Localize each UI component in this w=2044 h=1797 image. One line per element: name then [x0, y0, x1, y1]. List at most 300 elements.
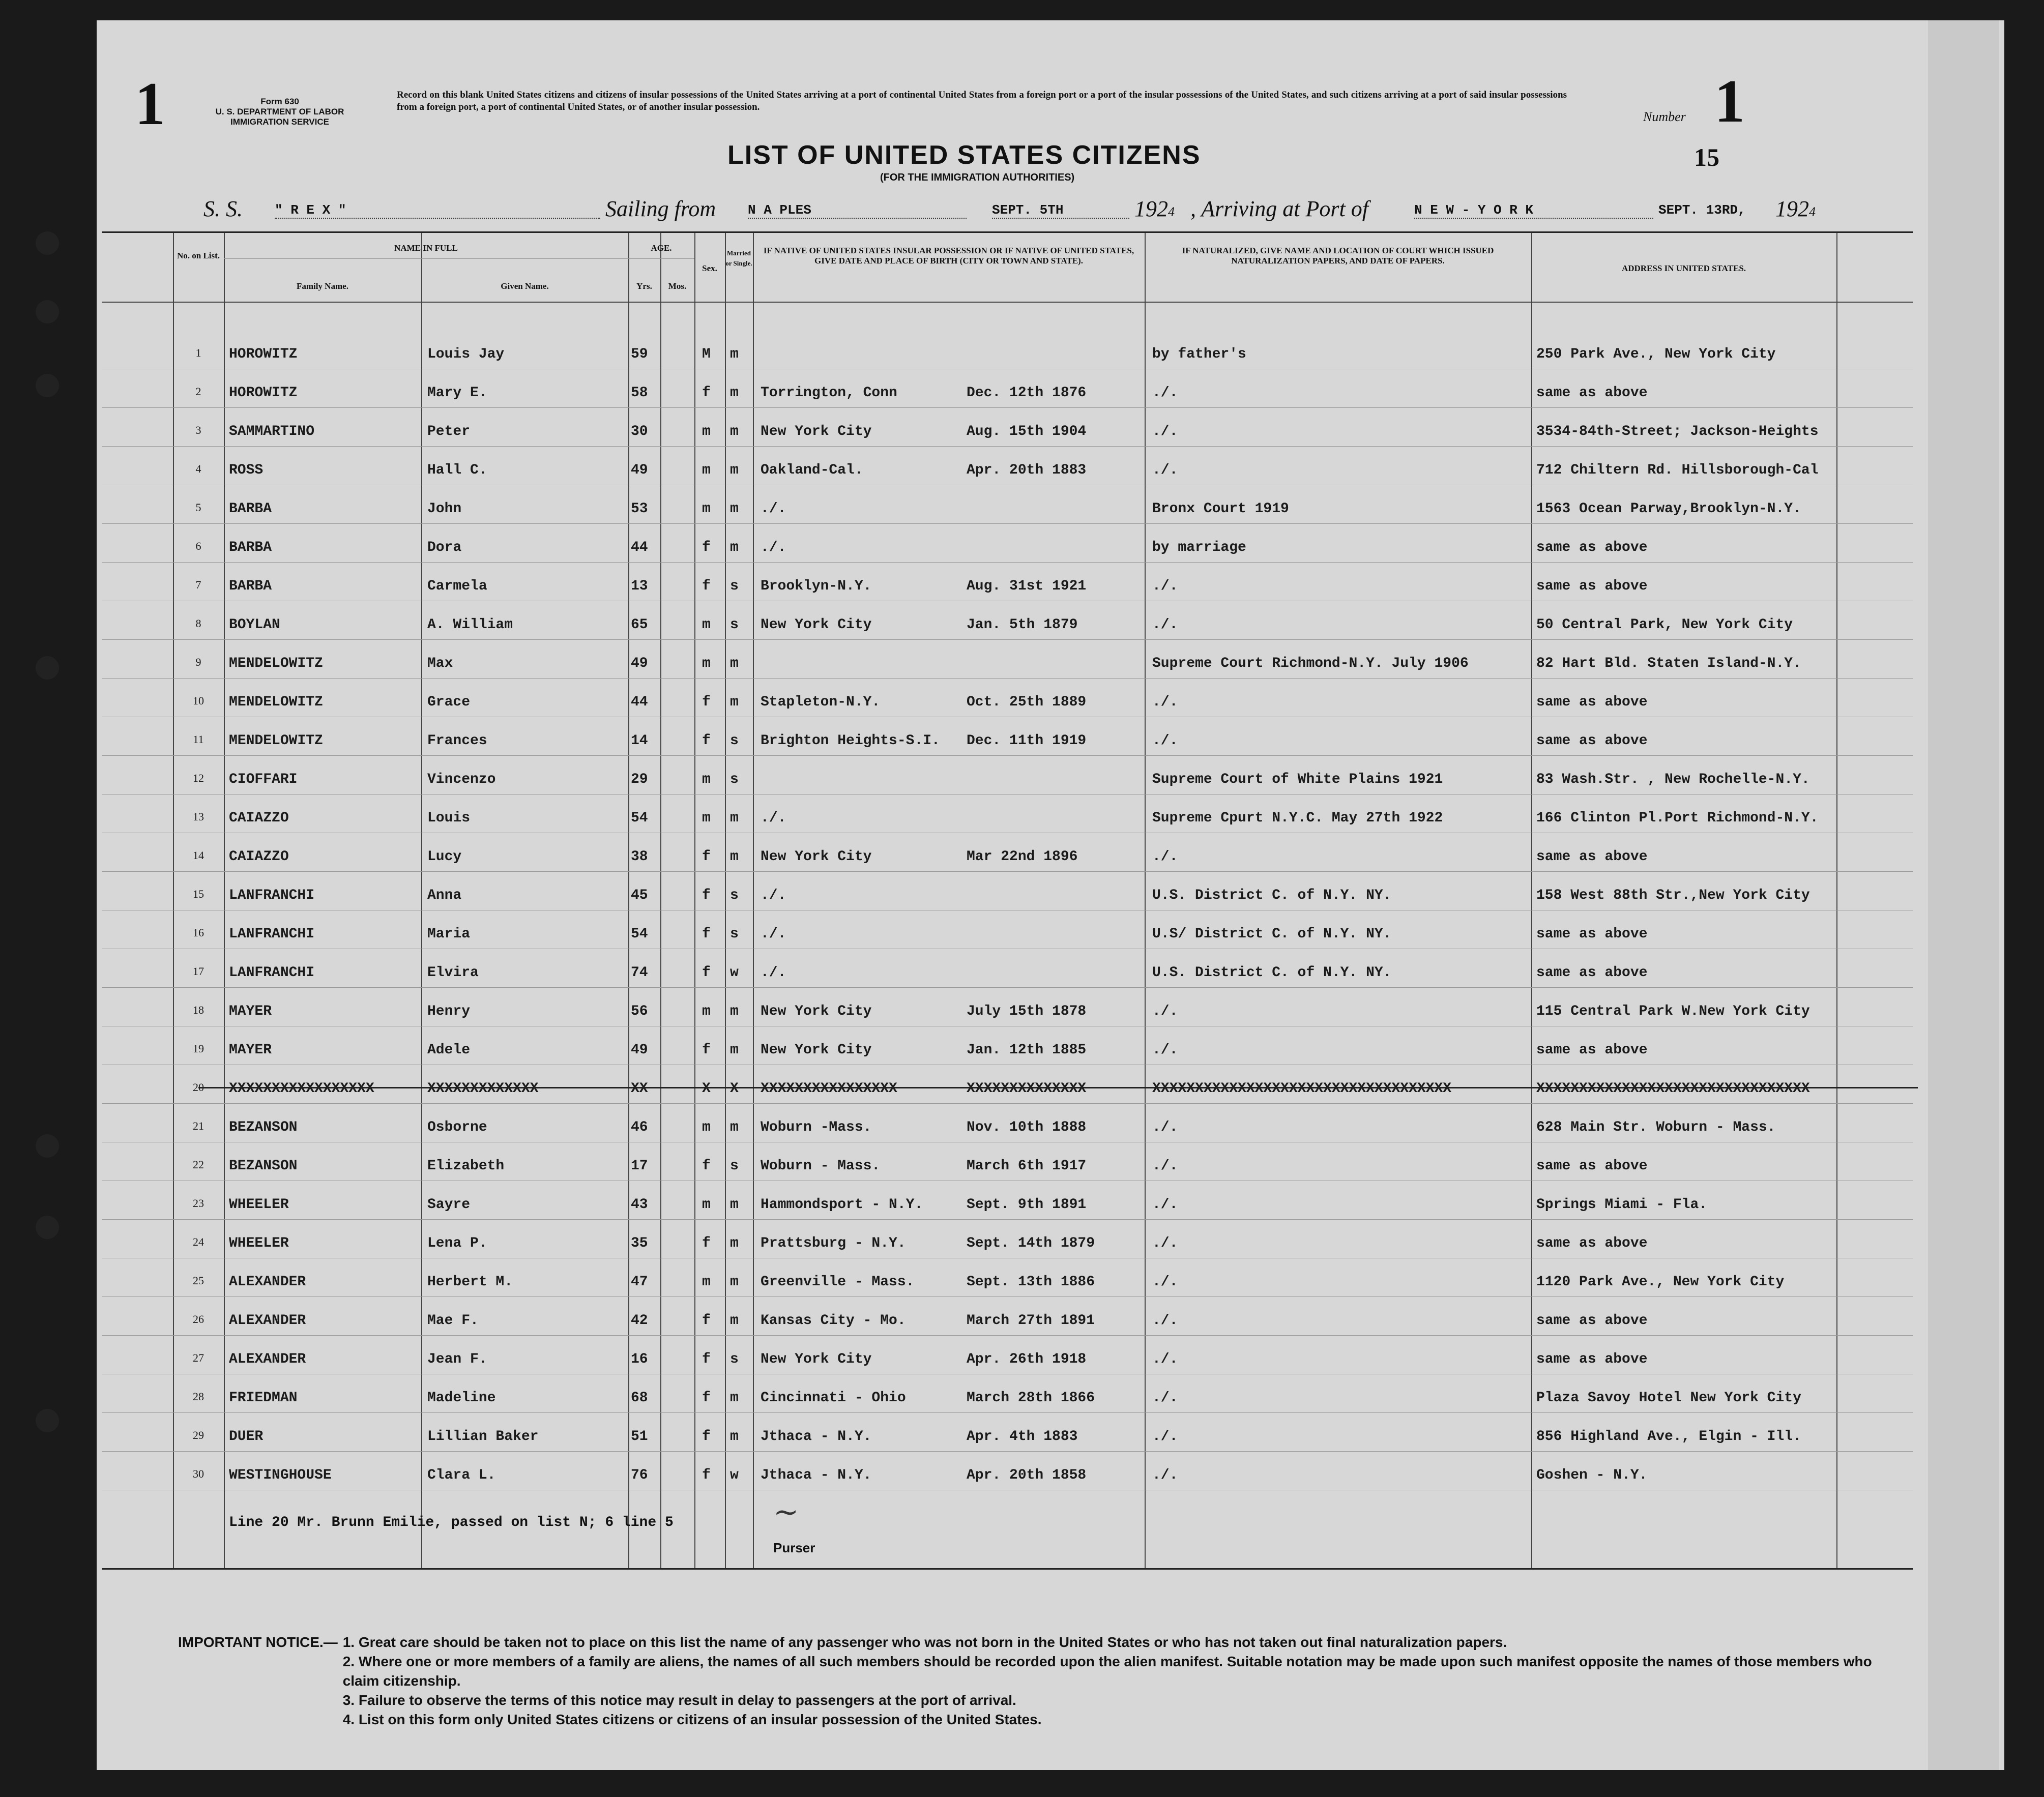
- cell-address: XXXXXXXXXXXXXXXXXXXXXXXXXXXXXXXX: [1536, 1081, 1810, 1097]
- cell-birth-place: New York City: [761, 1004, 872, 1019]
- to-port: N E W - Y O R K: [1414, 202, 1653, 219]
- cell-age-years: 38: [631, 849, 648, 865]
- cell-address: same as above: [1536, 849, 1648, 865]
- cell-given-name: John: [427, 501, 462, 517]
- cell-married-single: m: [730, 1197, 739, 1213]
- cell-naturalization: ./.: [1152, 733, 1178, 749]
- cell-married-single: w: [730, 1467, 739, 1483]
- cell-age-years: 29: [631, 772, 648, 787]
- cell-line-number: 11: [193, 733, 204, 746]
- cell-naturalization: ./.: [1152, 1158, 1178, 1174]
- cell-sex: f: [702, 385, 711, 401]
- row-rule: [102, 639, 1913, 640]
- cell-birth-place: Brooklyn-N.Y.: [761, 578, 872, 594]
- arrival-year-prefix: 192: [1775, 196, 1809, 221]
- cell-naturalization: by father's: [1152, 346, 1246, 362]
- cell-line-number: 26: [193, 1313, 204, 1325]
- cell-naturalization: ./.: [1152, 1235, 1178, 1251]
- cell-family-name: CAIAZZO: [229, 810, 289, 826]
- cell-line-number: 14: [193, 849, 204, 862]
- sail-year-prefix: 192: [1134, 196, 1168, 221]
- cell-family-name: ALEXANDER: [229, 1274, 306, 1290]
- cell-married-single: m: [730, 1429, 739, 1445]
- cell-sex: f: [702, 1235, 711, 1251]
- cell-birth-place: ./.: [761, 501, 786, 517]
- cell-address: 158 West 88th Str.,New York City: [1536, 888, 1810, 903]
- arrival-year-digit: 4: [1809, 204, 1816, 219]
- cell-sex: f: [702, 1042, 711, 1058]
- cell-sex: f: [702, 849, 711, 865]
- cell-given-name: Elizabeth: [427, 1158, 505, 1174]
- row-rule: [102, 987, 1913, 988]
- cell-age-years: 46: [631, 1120, 648, 1135]
- cell-married-single: s: [730, 888, 739, 903]
- cell-sex: f: [702, 1313, 711, 1329]
- table-row: [102, 878, 1913, 909]
- cell-age-years: 45: [631, 888, 648, 903]
- cell-married-single: m: [730, 501, 739, 517]
- row-rule: [102, 871, 1913, 872]
- cell-sex: m: [702, 810, 711, 826]
- cell-birth-date: Jan. 12th 1885: [967, 1042, 1087, 1058]
- cell-line-number: 2: [195, 385, 201, 398]
- cell-married-single: m: [730, 462, 739, 478]
- form-number: Form 630: [260, 97, 299, 106]
- table-row: [102, 724, 1913, 754]
- cell-family-name: FRIEDMAN: [229, 1390, 298, 1406]
- cell-naturalization: U.S. District C. of N.Y. NY.: [1152, 965, 1392, 981]
- cell-address: Plaza Savoy Hotel New York City: [1536, 1390, 1801, 1406]
- arrival-year: [1775, 196, 1816, 222]
- cell-family-name: BARBA: [229, 501, 272, 517]
- cell-birth-date: Dec. 11th 1919: [967, 733, 1087, 749]
- cell-birth-place: New York City: [761, 1042, 872, 1058]
- cell-line-number: 18: [193, 1004, 204, 1016]
- cell-address: 628 Main Str. Woburn - Mass.: [1536, 1120, 1776, 1135]
- cell-age-years: 35: [631, 1235, 648, 1251]
- cell-married-single: m: [730, 810, 739, 826]
- cell-naturalization: ./.: [1152, 385, 1178, 401]
- cell-sex: m: [702, 1197, 711, 1213]
- cell-married-single: s: [730, 926, 739, 942]
- cell-married-single: X: [730, 1081, 739, 1097]
- cell-age-years: 54: [631, 926, 648, 942]
- table-row: [102, 1149, 1913, 1180]
- cell-family-name: MENDELOWITZ: [229, 733, 323, 749]
- cell-naturalization: Supreme Court of White Plains 1921: [1152, 772, 1443, 787]
- cell-address: 712 Chiltern Rd. Hillsborough-Cal: [1536, 462, 1819, 478]
- cell-birth-place: Jthaca - N.Y.: [761, 1467, 872, 1483]
- cell-address: 1120 Park Ave., New York City: [1536, 1274, 1785, 1290]
- cell-naturalization: Supreme Cpurt N.Y.C. May 27th 1922: [1152, 810, 1443, 826]
- cell-given-name: Peter: [427, 424, 471, 439]
- cell-married-single: m: [730, 346, 739, 362]
- table-row: [102, 531, 1913, 561]
- sail-date: SEPT. 5TH: [992, 202, 1129, 219]
- cell-address: Springs Miami - Fla.: [1536, 1197, 1708, 1213]
- cell-line-number: 17: [193, 965, 204, 978]
- cell-line-number: 5: [195, 501, 201, 514]
- cell-line-number: 1: [195, 346, 201, 359]
- table-row: [102, 569, 1913, 600]
- binder-hole: [36, 231, 59, 255]
- cell-given-name: Jean F.: [427, 1351, 487, 1367]
- row-rule: [102, 1219, 1913, 1220]
- cell-line-number: 22: [193, 1158, 204, 1171]
- row-rule: [102, 755, 1913, 756]
- citizens-table: [102, 231, 1913, 1570]
- cell-age-years: 44: [631, 694, 648, 710]
- cell-line-number: 30: [193, 1467, 204, 1480]
- cell-married-single: m: [730, 1235, 739, 1251]
- header-family: Family Name.: [297, 281, 348, 291]
- cell-birth-place: Cincinnati - Ohio: [761, 1390, 906, 1406]
- table-row: [102, 1110, 1913, 1141]
- cell-address: same as above: [1536, 1158, 1648, 1174]
- header-birth: IF NATIVE OF UNITED STATES INSULAR POSSESSION OR IF NATIVE OF UNITED STATES, GIVE DATE AND PLACE OF BIRTH (CITY OR TOWN AND STATE).: [763, 246, 1134, 266]
- cell-birth-date: Aug. 15th 1904: [967, 424, 1087, 439]
- row-rule: [102, 1103, 1913, 1104]
- cell-sex: f: [702, 1351, 711, 1367]
- cell-line-number: 29: [193, 1429, 204, 1441]
- cell-age-years: 42: [631, 1313, 648, 1329]
- important-notice: [178, 1633, 1908, 1729]
- table-row: [102, 1265, 1913, 1295]
- cell-age-years: 56: [631, 1004, 648, 1019]
- cell-sex: f: [702, 578, 711, 594]
- cell-naturalization: ./.: [1152, 694, 1178, 710]
- cell-birth-date: July 15th 1878: [967, 1004, 1087, 1019]
- cell-line-number: 23: [193, 1197, 204, 1210]
- cell-naturalization: ./.: [1152, 1313, 1178, 1329]
- service: IMMIGRATION SERVICE: [230, 117, 329, 127]
- cell-birth-place: Torrington, Conn: [761, 385, 897, 401]
- cell-family-name: WHEELER: [229, 1235, 289, 1251]
- cell-address: same as above: [1536, 578, 1648, 594]
- table-row: [102, 762, 1913, 793]
- cell-line-number: 27: [193, 1351, 204, 1364]
- row-rule: [102, 678, 1913, 679]
- number-label: Number: [1643, 109, 1686, 124]
- instructions: Record on this blank United States citizens and citizens of insular possessions of the United States arriving at a port of continental United States from a foreign port or a port of the insular possessions of the United States, and such citizens arriving at a port of said insular possessions from a foreign port, a port of continental United States, or of another insular possession.: [397, 90, 1567, 112]
- table-row: [102, 1072, 1913, 1102]
- cell-naturalization: XXXXXXXXXXXXXXXXXXXXXXXXXXXXXXXXXXX: [1152, 1081, 1452, 1097]
- table-row: [102, 917, 1913, 948]
- cell-sex: m: [702, 772, 711, 787]
- cell-age-years: 17: [631, 1158, 648, 1174]
- ss-label: S. S.: [203, 196, 243, 221]
- cell-birth-place: Jthaca - N.Y.: [761, 1429, 872, 1445]
- cell-sex: f: [702, 1467, 711, 1483]
- cell-family-name: ALEXANDER: [229, 1351, 306, 1367]
- cell-sex: f: [702, 694, 711, 710]
- cell-line-number: 21: [193, 1120, 204, 1132]
- cell-naturalization: Bronx Court 1919: [1152, 501, 1289, 517]
- sailing-label: Sailing from: [605, 196, 716, 221]
- binder-hole: [36, 656, 59, 680]
- cell-address: 250 Park Ave., New York City: [1536, 346, 1776, 362]
- cell-sex: m: [702, 1120, 711, 1135]
- notice-label: IMPORTANT NOTICE.—: [178, 1634, 338, 1650]
- cell-sex: f: [702, 1390, 711, 1406]
- cell-married-single: s: [730, 578, 739, 594]
- cell-family-name: BOYLAN: [229, 617, 280, 633]
- cell-line-number: 4: [195, 462, 201, 475]
- table-row: [102, 685, 1913, 716]
- table-row: [102, 337, 1913, 368]
- cell-address: 82 Hart Bld. Staten Island-N.Y.: [1536, 656, 1801, 671]
- arriving-label: , Arriving at Port of: [1190, 196, 1368, 221]
- cell-age-years: 54: [631, 810, 648, 826]
- cell-age-years: 58: [631, 385, 648, 401]
- cell-family-name: XXXXXXXXXXXXXXXXX: [229, 1081, 374, 1097]
- cell-birth-date: XXXXXXXXXXXXXX: [967, 1081, 1087, 1097]
- cell-birth-date: Apr. 20th 1858: [967, 1467, 1087, 1483]
- header-married: Married or Single.: [725, 249, 752, 267]
- cell-birth-place: ./.: [761, 888, 786, 903]
- cell-line-number: 10: [193, 694, 204, 707]
- cell-family-name: WHEELER: [229, 1197, 289, 1213]
- cell-family-name: MENDELOWITZ: [229, 656, 323, 671]
- binder-hole: [36, 1409, 59, 1432]
- table-row: [102, 1381, 1913, 1411]
- header-naturalized: IF NATURALIZED, GIVE NAME AND LOCATION OF COURT WHICH ISSUED NATURALIZATION PAPERS, AND DATE OF PAPERS.: [1182, 246, 1494, 266]
- table-row: [102, 1226, 1913, 1257]
- header-rule: [224, 258, 694, 259]
- cell-naturalization: ./.: [1152, 1274, 1178, 1290]
- cell-family-name: ALEXANDER: [229, 1313, 306, 1329]
- cell-sex: m: [702, 1004, 711, 1019]
- cell-given-name: Dora: [427, 540, 462, 555]
- manifest-page: [97, 20, 2004, 1770]
- cell-given-name: Anna: [427, 888, 462, 903]
- cell-age-years: 30: [631, 424, 648, 439]
- cell-line-number: 8: [195, 617, 201, 630]
- cell-birth-date: March 28th 1866: [967, 1390, 1095, 1406]
- cell-age-years: 49: [631, 462, 648, 478]
- cell-age-years: 68: [631, 1390, 648, 1406]
- table-row: [102, 994, 1913, 1025]
- sail-year: [1134, 196, 1175, 222]
- cell-age-years: 13: [631, 578, 648, 594]
- cell-sex: f: [702, 1429, 711, 1445]
- table-row: [102, 1188, 1913, 1218]
- cell-naturalization: ./.: [1152, 617, 1178, 633]
- cell-birth-place: Woburn - Mass.: [761, 1158, 881, 1174]
- purser-signature: ~: [773, 1494, 799, 1530]
- cell-family-name: LANFRANCHI: [229, 965, 315, 981]
- row-rule: [102, 1451, 1913, 1452]
- cell-line-number: 28: [193, 1390, 204, 1403]
- cell-birth-date: Mar 22nd 1896: [967, 849, 1078, 865]
- header-sex: Sex.: [702, 263, 717, 273]
- cell-family-name: BARBA: [229, 540, 272, 555]
- header-yrs: Yrs.: [636, 281, 652, 291]
- cell-married-single: m: [730, 1004, 739, 1019]
- cell-family-name: MAYER: [229, 1004, 272, 1019]
- binder-hole: [36, 374, 59, 397]
- cell-family-name: HOROWITZ: [229, 346, 298, 362]
- notice-item-3: 3. Failure to observe the terms of this notice may result in delay to passengers at the port of arrival.: [342, 1692, 1016, 1708]
- cell-sex: m: [702, 656, 711, 671]
- cell-address: 1563 Ocean Parway,Brooklyn-N.Y.: [1536, 501, 1801, 517]
- cell-birth-date: Nov. 10th 1888: [967, 1120, 1087, 1135]
- cell-family-name: HOROWITZ: [229, 385, 298, 401]
- cell-age-years: 74: [631, 965, 648, 981]
- cell-birth-place: Woburn -Mass.: [761, 1120, 872, 1135]
- cell-address: same as above: [1536, 1042, 1648, 1058]
- cell-given-name: Louis Jay: [427, 346, 505, 362]
- row-rule: [102, 1412, 1913, 1413]
- strikethrough: [198, 1087, 1918, 1088]
- cell-line-number: 7: [195, 578, 201, 591]
- cell-address: Goshen - N.Y.: [1536, 1467, 1648, 1483]
- cell-age-years: 14: [631, 733, 648, 749]
- cell-naturalization: ./.: [1152, 1351, 1178, 1367]
- cell-family-name: BARBA: [229, 578, 272, 594]
- cell-birth-place: New York City: [761, 424, 872, 439]
- cell-line-number: 20: [193, 1081, 204, 1094]
- cell-birth-place: Brighton Heights-S.I.: [761, 733, 940, 749]
- cell-birth-date: March 27th 1891: [967, 1313, 1095, 1329]
- cell-address: same as above: [1536, 1235, 1648, 1251]
- cell-birth-date: Jan. 5th 1879: [967, 617, 1078, 633]
- binder-hole: [36, 1134, 59, 1158]
- cell-married-single: m: [730, 694, 739, 710]
- cell-birth-date: Sept. 14th 1879: [967, 1235, 1095, 1251]
- cell-family-name: WESTINGHOUSE: [229, 1467, 332, 1483]
- cell-naturalization: ./.: [1152, 424, 1178, 439]
- row-rule: [102, 446, 1913, 447]
- notice-block: [178, 1633, 1908, 1729]
- cell-given-name: Sayre: [427, 1197, 471, 1213]
- cell-married-single: s: [730, 617, 739, 633]
- cell-address: same as above: [1536, 733, 1648, 749]
- cell-birth-place: Greenville - Mass.: [761, 1274, 915, 1290]
- cell-given-name: Max: [427, 656, 453, 671]
- cell-naturalization: ./.: [1152, 1197, 1178, 1213]
- cell-line-number: 24: [193, 1235, 204, 1248]
- cell-birth-date: Apr. 26th 1918: [967, 1351, 1087, 1367]
- cell-naturalization: by marriage: [1152, 540, 1246, 555]
- cell-married-single: m: [730, 1390, 739, 1406]
- cell-family-name: CIOFFARI: [229, 772, 298, 787]
- cell-line-number: 3: [195, 424, 201, 436]
- cell-naturalization: ./.: [1152, 1042, 1178, 1058]
- cell-given-name: Herbert M.: [427, 1274, 513, 1290]
- cell-birth-place: New York City: [761, 849, 872, 865]
- cell-birth-place: New York City: [761, 1351, 872, 1367]
- cell-married-single: m: [730, 1120, 739, 1135]
- cell-given-name: Adele: [427, 1042, 471, 1058]
- sail-year-digit: 4: [1168, 204, 1175, 219]
- table-row: [102, 1458, 1913, 1489]
- cell-age-years: 59: [631, 346, 648, 362]
- binder-hole: [36, 1216, 59, 1239]
- cell-given-name: Carmela: [427, 578, 487, 594]
- ship-name: " R E X ": [275, 202, 600, 219]
- cell-married-single: m: [730, 656, 739, 671]
- table-row: [102, 415, 1913, 445]
- notice-list: [343, 1633, 1908, 1729]
- cell-age-years: 51: [631, 1429, 648, 1445]
- cell-naturalization: U.S. District C. of N.Y. NY.: [1152, 888, 1392, 903]
- cell-given-name: Frances: [427, 733, 487, 749]
- cell-line-number: 6: [195, 540, 201, 552]
- cell-given-name: XXXXXXXXXXXXX: [427, 1081, 539, 1097]
- cell-married-single: s: [730, 733, 739, 749]
- row-rule: [102, 407, 1913, 408]
- cell-married-single: m: [730, 385, 739, 401]
- cell-age-years: 53: [631, 501, 648, 517]
- row-rule: [102, 1335, 1913, 1336]
- cell-given-name: Vincenzo: [427, 772, 496, 787]
- table-row: [102, 1033, 1913, 1064]
- footnote: Line 20 Mr. Brunn Emilie, passed on list N; 6 line 5: [229, 1515, 674, 1530]
- cell-family-name: BEZANSON: [229, 1120, 298, 1135]
- cell-family-name: LANFRANCHI: [229, 888, 315, 903]
- sheet-number-left: 1: [135, 70, 165, 137]
- cell-address: same as above: [1536, 926, 1648, 942]
- cell-married-single: s: [730, 1351, 739, 1367]
- cell-age-years: 47: [631, 1274, 648, 1290]
- cell-married-single: s: [730, 1158, 739, 1174]
- cell-sex: m: [702, 501, 711, 517]
- cell-birth-place: XXXXXXXXXXXXXXXX: [761, 1081, 897, 1097]
- cell-sex: f: [702, 888, 711, 903]
- table-row: [102, 1342, 1913, 1373]
- cell-sex: f: [702, 926, 711, 942]
- cell-married-single: m: [730, 424, 739, 439]
- cell-address: 50 Central Park, New York City: [1536, 617, 1793, 633]
- cell-family-name: DUER: [229, 1429, 264, 1445]
- notice-item-4: 4. List on this form only United States citizens or citizens of an insular possession of the United States.: [342, 1712, 1042, 1727]
- cell-naturalization: ./.: [1152, 578, 1178, 594]
- cell-naturalization: ./.: [1152, 1429, 1178, 1445]
- cell-family-name: MENDELOWITZ: [229, 694, 323, 710]
- table-row: [102, 646, 1913, 677]
- cell-birth-date: Sept. 13th 1886: [967, 1274, 1095, 1290]
- cell-birth-place: ./.: [761, 540, 786, 555]
- cell-birth-date: Dec. 12th 1876: [967, 385, 1087, 401]
- cell-line-number: 13: [193, 810, 204, 823]
- cell-birth-date: Apr. 20th 1883: [967, 462, 1087, 478]
- cell-given-name: Lena P.: [427, 1235, 487, 1251]
- cell-given-name: Clara L.: [427, 1467, 496, 1483]
- cell-address: same as above: [1536, 1313, 1648, 1329]
- cell-given-name: Maria: [427, 926, 471, 942]
- number-value: 1: [1714, 67, 1745, 135]
- cell-married-single: s: [730, 772, 739, 787]
- cell-naturalization: Supreme Court Richmond-N.Y. July 1906: [1152, 656, 1469, 671]
- cell-address: 856 Highland Ave., Elgin - Ill.: [1536, 1429, 1801, 1445]
- cell-address: 3534-84th-Street; Jackson-Heights: [1536, 424, 1819, 439]
- cell-birth-place: Kansas City - Mo.: [761, 1313, 906, 1329]
- cell-naturalization: ./.: [1152, 1467, 1178, 1483]
- notice-item-2: 2. Where one or more members of a family are aliens, the names of all such members should be recorded upon the alien manifest. Suitable notation may be made upon such manifest opposite the names of those members who claim citizenship.: [342, 1654, 1872, 1689]
- cell-given-name: Grace: [427, 694, 471, 710]
- cell-sex: m: [702, 1274, 711, 1290]
- table-row: [102, 492, 1913, 522]
- cell-age-years: 16: [631, 1351, 648, 1367]
- cell-line-number: 25: [193, 1274, 204, 1287]
- cell-naturalization: ./.: [1152, 462, 1178, 478]
- header-name: NAME IN FULL: [394, 243, 458, 253]
- cell-line-number: 12: [193, 772, 204, 784]
- table-row: [102, 956, 1913, 986]
- cell-family-name: MAYER: [229, 1042, 272, 1058]
- cell-birth-date: Oct. 25th 1889: [967, 694, 1087, 710]
